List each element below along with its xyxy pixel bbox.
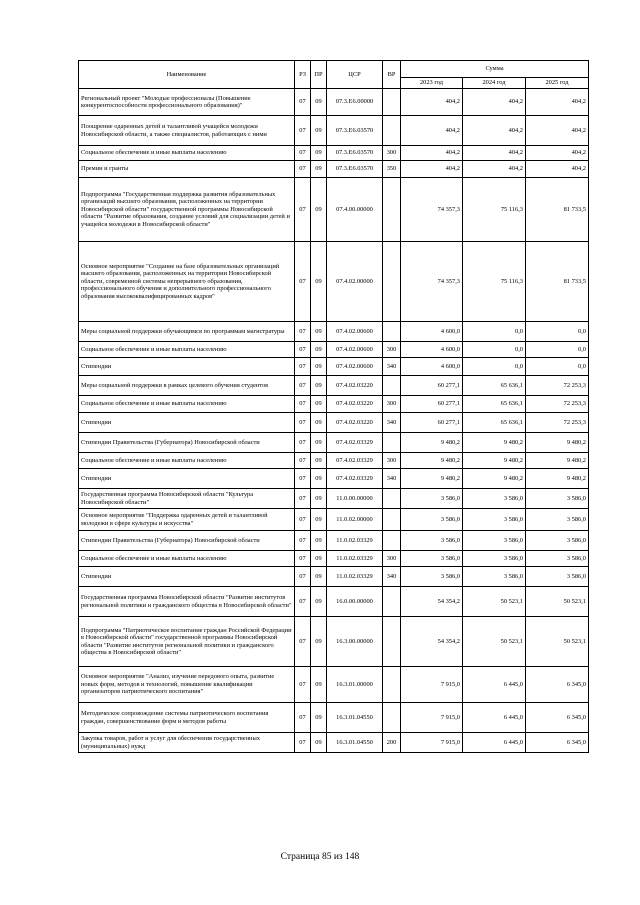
header-year-2024: 2024 год: [463, 78, 526, 89]
row-amount-2025: 404,2: [526, 161, 589, 178]
row-amount-2024: 9 480,2: [463, 433, 526, 453]
row-name: Методическое сопровождение системы патриотического воспитания граждан, совершенствование форм и методов работы: [79, 703, 295, 733]
row-rz: 07: [295, 376, 311, 396]
row-rz: 07: [295, 587, 311, 617]
row-name: Социальное обеспечение и иные выплаты населению: [79, 146, 295, 161]
table-row: [79, 89, 589, 116]
row-name: Премии и гранты: [79, 161, 295, 178]
header-vr: ВР: [383, 61, 401, 89]
budget-table: [78, 60, 589, 753]
row-amount-2025: 72 253,3: [526, 376, 589, 396]
row-name: Основное мероприятие "Создание на базе образовательных организаций высшего образования, расположенных на территории Новосибирской области, современной системы непрерывного образования, профессионального обучения и дополнительного профессионального образования высококвалифицированных кадров": [79, 242, 295, 322]
table-body: [79, 89, 589, 753]
row-vr: [383, 178, 401, 242]
table-row: [79, 509, 589, 531]
row-csr: 16.3.00.00000: [327, 617, 383, 667]
row-amount-2025: 3 586,0: [526, 509, 589, 531]
row-vr: 300: [383, 146, 401, 161]
row-vr: 300: [383, 453, 401, 469]
row-amount-2025: 81 733,5: [526, 178, 589, 242]
row-amount-2023: 60 277,1: [401, 413, 463, 433]
row-name: Меры социальной поддержки обучающимся по программам магистратуры: [79, 322, 295, 342]
table-row: [79, 342, 589, 358]
row-pr: 09: [311, 413, 327, 433]
row-rz: 07: [295, 551, 311, 567]
row-amount-2023: 60 277,1: [401, 396, 463, 413]
row-amount-2025: 6 345,0: [526, 733, 589, 753]
row-rz: 07: [295, 667, 311, 703]
row-rz: 07: [295, 161, 311, 178]
row-rz: 07: [295, 322, 311, 342]
row-amount-2025: 81 733,5: [526, 242, 589, 322]
row-pr: 09: [311, 89, 327, 116]
table-row: [79, 531, 589, 551]
header-year-2025: 2025 год: [526, 78, 589, 89]
row-amount-2025: 0,0: [526, 342, 589, 358]
row-csr: 07.4.02.00600: [327, 342, 383, 358]
row-csr: 07.4.02.03329: [327, 433, 383, 453]
row-amount-2025: 9 480,2: [526, 433, 589, 453]
row-amount-2024: 404,2: [463, 161, 526, 178]
row-vr: [383, 531, 401, 551]
row-csr: 16.3.01.04550: [327, 703, 383, 733]
row-amount-2023: 3 586,0: [401, 567, 463, 587]
row-amount-2024: 0,0: [463, 358, 526, 376]
row-amount-2024: 3 586,0: [463, 489, 526, 509]
row-pr: 09: [311, 587, 327, 617]
row-amount-2024: 65 636,1: [463, 413, 526, 433]
row-rz: 07: [295, 116, 311, 146]
row-amount-2023: 404,2: [401, 161, 463, 178]
header-pr: ПР: [311, 61, 327, 89]
row-vr: [383, 89, 401, 116]
row-csr: 11.0.02.03329: [327, 551, 383, 567]
row-amount-2023: 404,2: [401, 116, 463, 146]
row-pr: 09: [311, 567, 327, 587]
row-name: Подпрограмма "Государственная поддержка развития образовательных организаций высшего образования, расположенных на территории Новосибирской области" государственной программы Новосибирской области "Развитие образования, создание условий для социализации детей и учащейся молодежи в Новосибирской области": [79, 178, 295, 242]
row-amount-2025: 6 345,0: [526, 667, 589, 703]
row-amount-2025: 404,2: [526, 116, 589, 146]
row-vr: [383, 703, 401, 733]
row-name: Государственная программа Новосибирской области "Развитие институтов региональной политики и гражданского общества в Новосибирской области": [79, 587, 295, 617]
row-amount-2024: 50 523,1: [463, 587, 526, 617]
row-rz: 07: [295, 146, 311, 161]
table-row: [79, 161, 589, 178]
row-vr: [383, 489, 401, 509]
row-vr: [383, 617, 401, 667]
row-name: Социальное обеспечение и иные выплаты населению: [79, 453, 295, 469]
row-pr: 09: [311, 469, 327, 489]
row-csr: 07.3.Е6.00000: [327, 89, 383, 116]
row-amount-2025: 3 586,0: [526, 489, 589, 509]
table-row: [79, 469, 589, 489]
row-pr: 09: [311, 342, 327, 358]
row-amount-2024: 404,2: [463, 89, 526, 116]
table-row: [79, 667, 589, 703]
row-amount-2023: 3 586,0: [401, 531, 463, 551]
row-csr: 07.4.02.00000: [327, 242, 383, 322]
row-amount-2024: 75 116,3: [463, 242, 526, 322]
row-amount-2024: 3 586,0: [463, 509, 526, 531]
page-number: Страница 85 из 148: [280, 852, 360, 862]
row-amount-2023: 60 277,1: [401, 376, 463, 396]
row-csr: 07.4.02.03220: [327, 413, 383, 433]
row-amount-2023: 54 354,2: [401, 587, 463, 617]
row-rz: 07: [295, 703, 311, 733]
row-name: Социальное обеспечение и иные выплаты населению: [79, 551, 295, 567]
table-header: [79, 61, 589, 89]
row-csr: 07.4.02.03220: [327, 396, 383, 413]
row-name: Стипендии: [79, 358, 295, 376]
row-name: Государственная программа Новосибирской области "Культура Новосибирской области": [79, 489, 295, 509]
row-vr: 340: [383, 358, 401, 376]
row-csr: 11.0.02.03329: [327, 531, 383, 551]
row-amount-2024: 75 116,3: [463, 178, 526, 242]
table-row: [79, 551, 589, 567]
row-pr: 09: [311, 453, 327, 469]
row-csr: 07.3.Е6.03570: [327, 161, 383, 178]
row-pr: 09: [311, 376, 327, 396]
row-amount-2025: 72 253,3: [526, 396, 589, 413]
row-amount-2025: 72 253,3: [526, 413, 589, 433]
row-rz: 07: [295, 89, 311, 116]
row-csr: 16.0.00.00000: [327, 587, 383, 617]
table-row: [79, 703, 589, 733]
row-name: Социальное обеспечение и иные выплаты населению: [79, 342, 295, 358]
row-csr: 07.4.02.00600: [327, 322, 383, 342]
row-rz: 07: [295, 358, 311, 376]
row-name: Основное мероприятие "Анализ, изучение передового опыта, развитие новых форм, методов и технологий, повышение квалификации организаторов патриотического воспитания": [79, 667, 295, 703]
row-csr: 07.4.00.00000: [327, 178, 383, 242]
row-amount-2025: 50 523,1: [526, 617, 589, 667]
row-name: Стипендии Правительства (Губернатора) Новосибирской области: [79, 531, 295, 551]
row-vr: [383, 116, 401, 146]
row-amount-2025: 3 586,0: [526, 551, 589, 567]
row-pr: 09: [311, 178, 327, 242]
row-rz: 07: [295, 469, 311, 489]
row-csr: 07.4.02.03329: [327, 453, 383, 469]
row-vr: 350: [383, 161, 401, 178]
row-rz: 07: [295, 733, 311, 753]
row-name: Региональный проект "Молодые профессионалы (Повышение конкурентоспособности профессионального образования)": [79, 89, 295, 116]
row-amount-2025: 3 586,0: [526, 531, 589, 551]
table-row: [79, 396, 589, 413]
row-csr: 07.3.Е6.03570: [327, 116, 383, 146]
row-csr: 07.4.02.03220: [327, 376, 383, 396]
row-amount-2024: 9 480,2: [463, 469, 526, 489]
row-vr: 300: [383, 551, 401, 567]
row-name: Поощрение одаренных детей и талантливой учащейся молодежи Новосибирской области, а также специалистов, работающих с ними: [79, 116, 295, 146]
row-vr: 300: [383, 342, 401, 358]
row-name: Подпрограмма "Патриотическое воспитание граждан Российской Федерации в Новосибирской области" государственной программы Новосибирской области "Развитие институтов региональной политики и гражданского общества в Новосибирской области": [79, 617, 295, 667]
table-row: [79, 358, 589, 376]
row-pr: 09: [311, 146, 327, 161]
row-pr: 09: [311, 667, 327, 703]
row-amount-2024: 50 523,1: [463, 617, 526, 667]
row-amount-2025: 404,2: [526, 146, 589, 161]
row-pr: 09: [311, 551, 327, 567]
table-row: [79, 146, 589, 161]
row-pr: 09: [311, 433, 327, 453]
row-csr: 11.0.00.00000: [327, 489, 383, 509]
row-pr: 09: [311, 358, 327, 376]
row-amount-2023: 7 915,0: [401, 733, 463, 753]
row-rz: 07: [295, 396, 311, 413]
row-pr: 09: [311, 531, 327, 551]
table-row: [79, 587, 589, 617]
row-rz: 07: [295, 617, 311, 667]
row-vr: [383, 667, 401, 703]
row-name: Основное мероприятие "Поддержка одаренных детей и талантливой молодежи в сфере культуры и искусства": [79, 509, 295, 531]
row-vr: [383, 433, 401, 453]
row-vr: 200: [383, 733, 401, 753]
row-vr: [383, 242, 401, 322]
row-rz: 07: [295, 242, 311, 322]
row-rz: 07: [295, 509, 311, 531]
row-amount-2025: 0,0: [526, 322, 589, 342]
row-amount-2023: 9 480,2: [401, 453, 463, 469]
table-row: [79, 242, 589, 322]
header-name: Наименование: [79, 61, 295, 89]
row-rz: 07: [295, 413, 311, 433]
row-amount-2024: 0,0: [463, 322, 526, 342]
header-rz: РЗ: [295, 61, 311, 89]
row-rz: 07: [295, 178, 311, 242]
row-amount-2024: 65 636,1: [463, 396, 526, 413]
row-csr: 07.3.Е6.03570: [327, 146, 383, 161]
table-row: [79, 617, 589, 667]
header-csr: ЦСР: [327, 61, 383, 89]
row-vr: [383, 509, 401, 531]
row-amount-2024: 3 586,0: [463, 551, 526, 567]
row-csr: 11.0.02.00000: [327, 509, 383, 531]
row-pr: 09: [311, 489, 327, 509]
row-name: Стипендии: [79, 469, 295, 489]
row-rz: 07: [295, 342, 311, 358]
row-amount-2023: 3 586,0: [401, 509, 463, 531]
row-name: Стипендии: [79, 413, 295, 433]
row-amount-2025: 6 345,0: [526, 703, 589, 733]
row-amount-2023: 9 480,2: [401, 469, 463, 489]
row-amount-2023: 4 600,0: [401, 358, 463, 376]
row-amount-2025: 404,2: [526, 89, 589, 116]
table-row: [79, 376, 589, 396]
header-year-2023: 2023 год: [401, 78, 463, 89]
table-row: [79, 116, 589, 146]
row-pr: 09: [311, 733, 327, 753]
row-amount-2024: 3 586,0: [463, 567, 526, 587]
row-amount-2023: 9 480,2: [401, 433, 463, 453]
row-pr: 09: [311, 396, 327, 413]
row-csr: 11.0.02.03329: [327, 567, 383, 587]
row-vr: 340: [383, 469, 401, 489]
row-amount-2023: 7 915,0: [401, 667, 463, 703]
table-row: [79, 733, 589, 753]
row-vr: 340: [383, 567, 401, 587]
row-amount-2023: 7 915,0: [401, 703, 463, 733]
row-csr: 16.3.01.04550: [327, 733, 383, 753]
row-name: Закупка товаров, работ и услуг для обеспечения государственных (муниципальных) нужд: [79, 733, 295, 753]
table-row: [79, 567, 589, 587]
row-amount-2025: 0,0: [526, 358, 589, 376]
row-pr: 09: [311, 617, 327, 667]
row-amount-2025: 50 523,1: [526, 587, 589, 617]
row-pr: 09: [311, 161, 327, 178]
row-amount-2024: 404,2: [463, 116, 526, 146]
row-rz: 07: [295, 453, 311, 469]
row-vr: [383, 587, 401, 617]
row-pr: 09: [311, 509, 327, 531]
row-amount-2023: 54 354,2: [401, 617, 463, 667]
row-name: Меры социальной поддержки в рамках целевого обучения студентов: [79, 376, 295, 396]
table-row: [79, 178, 589, 242]
row-amount-2024: 6 445,0: [463, 733, 526, 753]
row-csr: 07.4.02.00600: [327, 358, 383, 376]
row-amount-2023: 74 357,3: [401, 178, 463, 242]
row-amount-2024: 404,2: [463, 146, 526, 161]
row-name: Стипендии Правительства (Губернатора) Новосибирской области: [79, 433, 295, 453]
row-vr: 340: [383, 413, 401, 433]
row-vr: [383, 322, 401, 342]
table-row: [79, 322, 589, 342]
row-amount-2024: 0,0: [463, 342, 526, 358]
row-amount-2023: 4 600,0: [401, 342, 463, 358]
row-amount-2025: 9 480,2: [526, 469, 589, 489]
table-row: [79, 413, 589, 433]
table-row: [79, 433, 589, 453]
header-sum: Сумма: [401, 61, 589, 78]
row-amount-2024: 3 586,0: [463, 531, 526, 551]
row-amount-2023: 4 600,0: [401, 322, 463, 342]
row-rz: 07: [295, 489, 311, 509]
row-pr: 09: [311, 703, 327, 733]
row-rz: 07: [295, 531, 311, 551]
row-vr: 300: [383, 396, 401, 413]
row-amount-2023: 3 586,0: [401, 551, 463, 567]
row-rz: 07: [295, 433, 311, 453]
row-amount-2024: 9 480,2: [463, 453, 526, 469]
table-row: [79, 489, 589, 509]
row-amount-2024: 65 636,1: [463, 376, 526, 396]
row-rz: 07: [295, 567, 311, 587]
row-pr: 09: [311, 322, 327, 342]
row-amount-2024: 6 445,0: [463, 703, 526, 733]
row-amount-2025: 9 480,2: [526, 453, 589, 469]
row-amount-2023: 404,2: [401, 89, 463, 116]
row-amount-2024: 6 445,0: [463, 667, 526, 703]
row-name: Социальное обеспечение и иные выплаты населению: [79, 396, 295, 413]
row-pr: 09: [311, 242, 327, 322]
row-csr: 07.4.02.03329: [327, 469, 383, 489]
row-vr: [383, 376, 401, 396]
row-amount-2025: 3 586,0: [526, 567, 589, 587]
table-row: [79, 453, 589, 469]
row-amount-2023: 3 586,0: [401, 489, 463, 509]
row-amount-2023: 74 357,3: [401, 242, 463, 322]
row-name: Стипендии: [79, 567, 295, 587]
row-amount-2023: 404,2: [401, 146, 463, 161]
row-pr: 09: [311, 116, 327, 146]
row-csr: 16.3.01.00000: [327, 667, 383, 703]
